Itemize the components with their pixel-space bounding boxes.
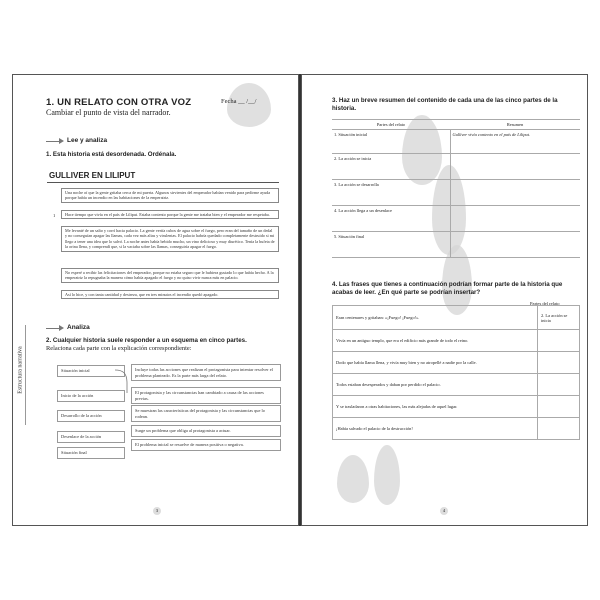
summary-table xyxy=(332,119,580,258)
sentence-part-answer[interactable] xyxy=(538,396,580,418)
frases-column-label: Partes del relato xyxy=(530,301,560,306)
story-paragraph[interactable]: No esperé a recibir las felicitaciones del emperador, porque no estaba seguro que le hubiera gustado lo que había hecho. A la emperatriz la repugnaba la manera cómo había apagado el fuego y no quiso vivir nunca más en palacio. xyxy=(61,268,279,283)
sentences-table xyxy=(332,305,580,440)
arrow-line xyxy=(46,328,60,329)
decorative-drop xyxy=(374,445,400,505)
explanation-item[interactable]: Se muestran las características del protagonista y las circunstancias que lo rodean. xyxy=(131,405,281,422)
summary-part: 3. La acción se desarrolla xyxy=(332,180,450,206)
summary-part: 4. La acción llega a un desenlace xyxy=(332,206,450,232)
arrow-line xyxy=(46,141,60,142)
section-heading-read: Lee y analiza xyxy=(67,137,108,144)
sidebar-label: Estructura narrativa xyxy=(17,346,24,394)
story-title: GULLIVER EN LILIPUT xyxy=(49,171,136,180)
sentence-part-answer[interactable] xyxy=(538,330,580,352)
part-item[interactable]: Inicio de la acción xyxy=(57,390,125,402)
sentence-text: ¡Había salvado el palacio de la destrucción! xyxy=(333,418,538,440)
sentence-text: Y se trasladaron a otras habitaciones, las más alejadas de aquel lugar. xyxy=(333,396,538,418)
sentence-part-answer[interactable] xyxy=(538,374,580,396)
sentence-part-answer[interactable] xyxy=(538,352,580,374)
summary-answer[interactable] xyxy=(450,154,580,180)
explanation-item[interactable]: Surge un problema que obliga al protagonista a actuar. xyxy=(131,425,281,437)
summary-answer[interactable] xyxy=(450,232,580,258)
question-4: 4. Las frases que tienes a continuación podrían formar parte de la historia que acabas de leer. ¿En qué parte se podrían insertar? xyxy=(332,281,563,296)
left-page xyxy=(12,74,299,526)
question-2: 2. Cualquier historia suele responder a un esquema en cinco partes. xyxy=(46,337,247,344)
story-paragraph[interactable]: Una noche oí que la gente gritaba cerca de mi puerta. Algunos sirvientes del emperador habían venido para pedirme ayuda porque había un incendio en las habitaciones de la emperatriz. xyxy=(61,188,279,203)
part-item[interactable]: Situación inicial xyxy=(57,365,125,377)
decorative-drop xyxy=(227,83,271,127)
question-2-instructions: Relaciona cada parte con la explicación correspondiente: xyxy=(46,345,192,352)
part-item[interactable]: Desenlace de la acción xyxy=(57,431,125,443)
arrow-right-icon xyxy=(59,138,64,144)
summary-part: 2. La acción se inicia xyxy=(332,154,450,180)
date-field[interactable]: Fecha __ /__/ xyxy=(221,98,257,105)
sentence-part-answer[interactable]: 2. La acción se inicia xyxy=(538,306,580,330)
explanation-item[interactable]: El problema inicial se resuelve de manera positiva o negativa. xyxy=(131,439,281,451)
question-1: 1. Esta historia está desordenada. Ordénala. xyxy=(46,151,177,158)
summary-part: 1. Situación inicial xyxy=(332,130,450,154)
page-title: 1. UN RELATO CON OTRA VOZ xyxy=(46,97,192,108)
divider xyxy=(47,182,279,183)
question-3: 3. Haz un breve resumen del contenido de cada una de las cinco partes de la historia. xyxy=(332,97,558,112)
arrow-right-icon xyxy=(59,325,64,331)
sentence-part-answer[interactable] xyxy=(538,418,580,440)
page-number: 4 xyxy=(440,507,448,515)
story-order-number: 1 xyxy=(53,213,56,218)
sentence-text: Eran centenares y gritaban: «¡Fuego! ¡Fuego!». xyxy=(333,306,538,330)
page-number: 3 xyxy=(153,507,161,515)
explanation-item[interactable]: El protagonista y las circunstancias han cambiado a causa de las acciones previas. xyxy=(131,387,281,404)
sentence-text: Vivía en un antiguo templo, que era el edificio más grande de todo el reino. xyxy=(333,330,538,352)
story-paragraph[interactable]: Así lo hice, y con tanta cantidad y destreza, que en tres minutos el incendio quedó apagado. xyxy=(61,290,279,299)
summary-answer[interactable]: Gulliver vivía contento en el país de Liliput. xyxy=(450,130,580,154)
story-paragraph[interactable]: Hace tiempo que vivía en el país de Liliput. Estaba contento porque la gente me trataba bien y el emperador me respetaba. xyxy=(61,210,279,219)
summary-answer[interactable] xyxy=(450,206,580,232)
part-item[interactable]: Desarrollo de la acción xyxy=(57,410,125,422)
explanation-item[interactable]: Incluye todas las acciones que realizan el protagonista para intentar resolver el problema planteado. Es la parte más larga del relato. xyxy=(131,364,281,381)
col-header-resumen: Resumen xyxy=(450,120,580,130)
part-item[interactable]: Situación final xyxy=(57,447,125,459)
story-paragraph[interactable]: Me levanté de un salto y corrí hacia palacio. La gente vertía cubos de agua sobre el fuego, pero eran del tamaño de un dedal y no conseguían apagar las llamas, cada vez más altas y virulentas. El palacio habría quedado completamente destruido si mi llego a tener una idea que lo salvó. La noche antes había bebido mucho, un vino delicioso y muy diurético. Tenía la bufeta de la orina llena, y comprendí que, si la vaciaba sobre las llamas, conseguiría apagar el fuego. xyxy=(61,226,279,252)
book-spread xyxy=(12,74,588,526)
sentence-text: Dodo que había llama llena, y vivía muy bien y no atropellé a nadie por la calle. xyxy=(333,352,538,374)
summary-answer[interactable] xyxy=(450,180,580,206)
sentence-text: Todos estaban desesperados y daban por perdido el palacio. xyxy=(333,374,538,396)
decorative-drop xyxy=(337,455,369,503)
page-subtitle: Cambiar el punto de vista del narrador. xyxy=(46,108,171,117)
section-heading-analyze: Analiza xyxy=(67,324,90,331)
summary-part: 5. Situación final xyxy=(332,232,450,258)
right-page xyxy=(301,74,588,526)
col-header-partes: Partes del relato xyxy=(332,120,450,130)
